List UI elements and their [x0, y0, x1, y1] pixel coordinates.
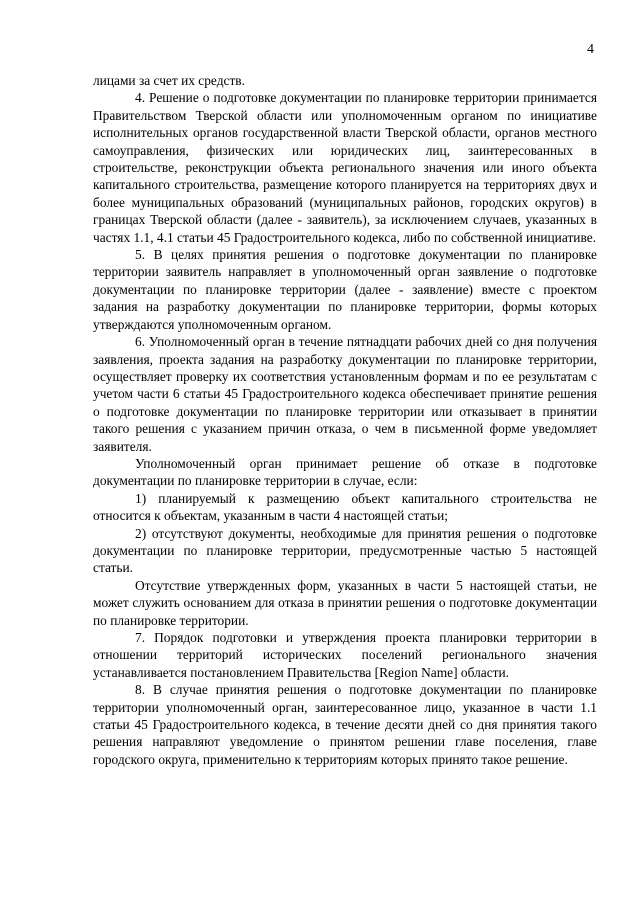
paragraph-condition-2: 2) отсутствуют документы, необходимые для принятия решения о подготовке документации по планировке территории, предусмотренные частью 5 настоящей статьи. — [93, 525, 597, 576]
paragraph-continuation: лицами за счет их средств. — [93, 73, 245, 88]
paragraph-condition-1: 1) планируемый к размещению объект капитального строительства не относится к объектам, указанным в части 4 настоящей статьи; — [93, 490, 597, 524]
page-number: 4 — [587, 42, 594, 57]
paragraph-item-5: 5. В целях принятия решения о подготовке документации по планировке территории заявитель направляет в уполномоченный орган заявление о подготовке документации по планировке территории (далее - заявление) вместе с проектом задания на разработку документации по планировке территории, формы которых утверждаются уполномоченным органом. — [93, 247, 597, 332]
paragraph-item-6: 6. Уполномоченный орган в течение пятнадцати рабочих дней со дня получения заявления, проекта задания на разработку документации по планировке территории, осуществляет проверку их соответствия установленным формам и по ее результатам с учетом части 6 статьи 45 Градостроительного кодекса обеспечивает принятие решения о подготовке документации по планировке территории или отказывает в принятии такого решения с указанием причин отказа, о чем в письменной форме уведомляет заявителя. — [93, 334, 597, 454]
paragraph-item-4: 4. Решение о подготовке документации по планировке территории принимается Правительством Тверской области или уполномоченным органом по инициативе исполнительных органов государственной власти Тверской области, органов местного самоуправления, физических или юридических лиц, заинтересованных в строительстве, реконструкции объекта регионального значения или иного объекта капитального строительства, размещение которого планируется на территориях двух и более муниципальных образований (муниципальных районов, городских округов) в границах Тверской области (далее - заявитель), за исключением случаев, указанных в частях 1.1, 4.1 статьи 45 Градостроительного кодекса, либо по собственной инициативе. — [93, 90, 597, 245]
paragraph-refusal-conditions: Уполномоченный орган принимает решение об отказе в подготовке документации по планировке территории в случае, если: — [93, 455, 597, 489]
document-body — [93, 72, 597, 768]
paragraph-item-8: 8. В случае принятия решения о подготовке документации по планировке территории уполномоченный орган, заинтересованное лицо, указанное в части 1.1 статьи 45 Градостроительного кодекса, в течение десяти дней со дня принятия такого решения направляют уведомление о принятом решении главе поселения, главе городского округа, применительно к территориям которых принято такое решение. — [93, 682, 597, 767]
paragraph-item-7: 7. Порядок подготовки и утверждения проекта планировки территории в отношении территорий исторических поселений регионального значения устанавливается постановлением Правительства [Region Name] области. — [93, 630, 597, 680]
paragraph-absence-of-forms: Отсутствие утвержденных форм, указанных в части 5 настоящей статьи, не может служить основанием для отказа в принятии решения о подготовке документации по планировке территории. — [93, 577, 597, 628]
